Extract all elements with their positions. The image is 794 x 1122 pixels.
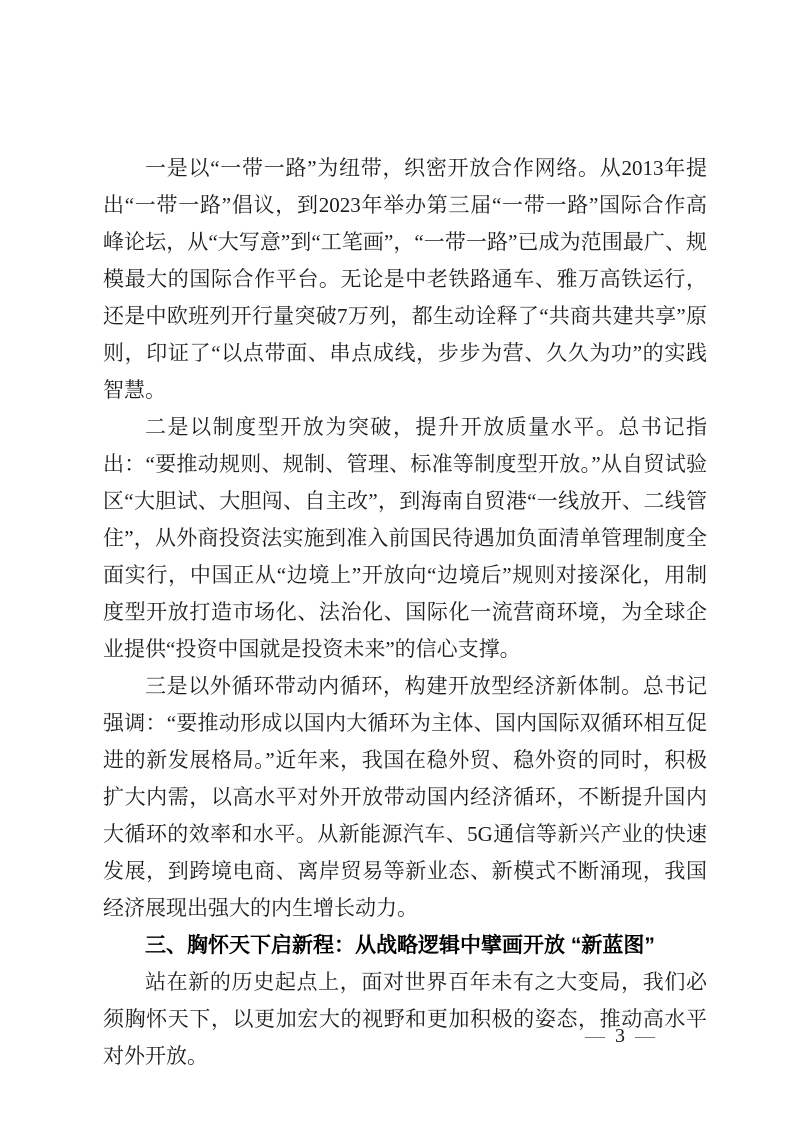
paragraph-dual-circulation: 三是以外循环带动内循环，构建开放型经济新体制。总书记强调：“要推动形成以国内大循环为主体、国内国际双循环相互促进的新发展格局。”近年来，我国在稳外贸、稳外资的同时，积极扩大内需，以高水平对外开放带动国内经济循环，不断提升国内大循环的效率和水平。从新能源汽车、5G通信等新兴产业的快速发展，到跨境电商、离岸贸易等新业态、新模式不断涌现，我国经济展现出强大的内生增长动力。: [103, 674, 707, 920]
paragraph-closing: 站在新的历史起点上，面对世界百年未有之大变局，我们必须胸怀天下，以更加宏大的视野和更加积极的姿态，推动高水平对外开放。: [103, 970, 707, 1068]
paragraph-institutional-opening: 二是以制度型开放为突破，提升开放质量水平。总书记指出：“要推动规则、规制、管理、标准等制度型开放。”从自贸试验区“大胆试、大胆闯、自主改”，到海南自贸港“一线放开、二线管住”，从外商投资法实施到准入前国民待遇加负面清单管理制度全面实行，中国正从“边境上”开放向“边境后”规则对接深化，用制度型开放打造市场化、法治化、国际化一流营商环境，为全球企业提供“投资中国就是投资未来”的信心支撑。: [103, 415, 707, 661]
page-number-dash-left: —: [585, 1025, 605, 1047]
section-heading: 三、胸怀天下启新程：从战略逻辑中擘画开放 “新蓝图”: [145, 934, 655, 957]
page-number-value: 3: [615, 1025, 625, 1047]
paragraph-belt-and-road: 一是以“一带一路”为纽带，织密开放合作网络。从2013年提出“一带一路”倡议，到2023年举办第三届“一带一路”国际合作高峰论坛，从“大写意”到“工笔画”，“一带一路”已成为范围最广、规模最大的国际合作平台。无论是中老铁路通车、雅万高铁运行，还是中欧班列开行量突破7万列，都生动诠释了“共商共建共享”原则，印证了“以点带面、串点成线，步步为营、久久为功”的实践智慧。: [103, 156, 707, 402]
page-number: [583, 1024, 657, 1048]
page-number-dash-right: —: [635, 1025, 655, 1047]
document-body: [103, 150, 707, 1075]
